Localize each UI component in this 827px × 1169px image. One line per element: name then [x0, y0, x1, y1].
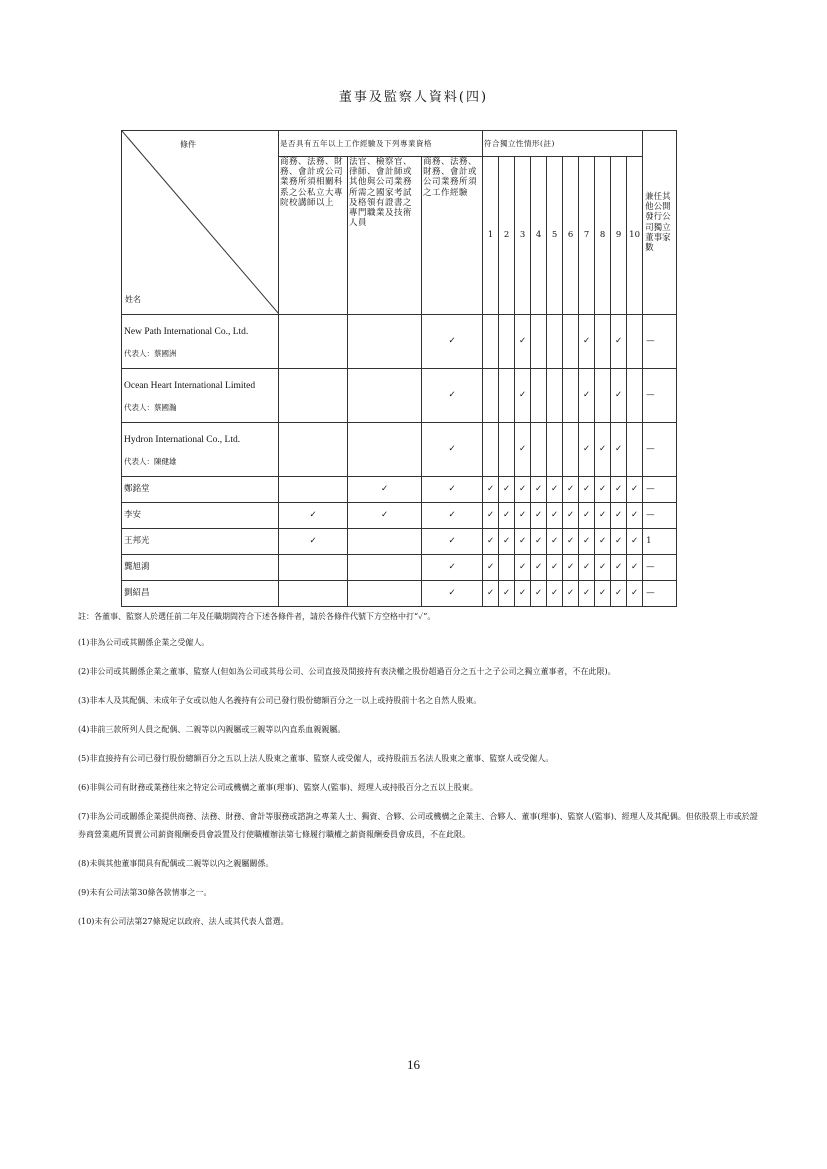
independence-check-3: ✓ — [515, 369, 531, 423]
director-name-cell — [122, 477, 279, 503]
page-number: 16 — [407, 1057, 420, 1072]
independence-check-5: ✓ — [547, 477, 563, 503]
independence-check-8 — [595, 315, 611, 369]
independence-check-4: ✓ — [531, 581, 547, 607]
other-directorship-count: — — [643, 369, 677, 423]
director-table — [121, 130, 677, 607]
diagonal-line — [122, 131, 279, 314]
independence-check-5: ✓ — [547, 555, 563, 581]
independence-check-6 — [563, 369, 579, 423]
table-row — [122, 555, 677, 581]
independence-check-2 — [499, 555, 515, 581]
independence-num-7: 7 — [579, 157, 595, 315]
qualification-check-2: ✓ — [348, 503, 422, 529]
director-name: 李安 — [124, 510, 142, 521]
independence-check-6: ✓ — [563, 581, 579, 607]
independence-check-7: ✓ — [579, 423, 595, 477]
independence-check-8: ✓ — [595, 581, 611, 607]
independence-check-2: ✓ — [499, 477, 515, 503]
director-name: 龔旭鴻 — [124, 562, 150, 573]
director-name-cell — [122, 555, 279, 581]
independence-check-6: ✓ — [563, 503, 579, 529]
independence-check-2: ✓ — [499, 581, 515, 607]
independence-check-9: ✓ — [611, 423, 627, 477]
qualification-col-3: 商務、法務、財務、會計或公司業務所須之工作經驗 — [422, 157, 483, 315]
qualification-check-1 — [279, 555, 348, 581]
qualification-check-1 — [279, 315, 348, 369]
qualification-check-1 — [279, 423, 348, 477]
independence-check-9: ✓ — [611, 529, 627, 555]
independence-check-1 — [483, 315, 499, 369]
independence-check-4: ✓ — [531, 529, 547, 555]
independence-num-3: 3 — [515, 157, 531, 315]
notes-section — [78, 608, 758, 942]
note-item: (8)未與其他董事間具有配偶或二親等以內之親屬關係。 — [78, 859, 274, 868]
director-name-cell — [122, 369, 279, 423]
table-row — [122, 529, 677, 555]
independence-check-4 — [531, 369, 547, 423]
independence-check-1: ✓ — [483, 477, 499, 503]
independence-check-3: ✓ — [515, 555, 531, 581]
other-directorship-count: — — [643, 477, 677, 503]
independence-check-4: ✓ — [531, 477, 547, 503]
independence-check-7: ✓ — [579, 555, 595, 581]
note-item: (3)非本人及其配偶、未成年子女或以他人名義持有公司已發行股份總額百分之一以上或持股前十名之自然人股東。 — [78, 696, 482, 705]
independence-check-8: ✓ — [595, 423, 611, 477]
independence-check-5 — [547, 315, 563, 369]
director-name: 劉紹昌 — [124, 588, 150, 599]
independence-check-5 — [547, 423, 563, 477]
independence-check-5: ✓ — [547, 503, 563, 529]
independence-check-4 — [531, 315, 547, 369]
independence-check-1: ✓ — [483, 503, 499, 529]
director-name: Ocean Heart International Limited — [124, 381, 256, 391]
qualification-check-2: ✓ — [348, 477, 422, 503]
qualification-group-header: 是否具有五年以上工作經驗及下列專業資格 — [279, 131, 483, 157]
table-row — [122, 477, 677, 503]
director-name-cell — [122, 503, 279, 529]
independence-check-2: ✓ — [499, 503, 515, 529]
other-directorship-count: — — [643, 555, 677, 581]
header-diagonal-cell — [122, 131, 279, 315]
independence-check-5: ✓ — [547, 529, 563, 555]
qualification-check-2 — [348, 581, 422, 607]
independence-num-5: 5 — [547, 157, 563, 315]
independence-num-4: 4 — [531, 157, 547, 315]
independence-check-3: ✓ — [515, 503, 531, 529]
independence-num-10: 10 — [627, 157, 643, 315]
independence-check-7: ✓ — [579, 315, 595, 369]
representative-name: 代表人：蔡國瀚 — [124, 403, 177, 412]
independence-check-9: ✓ — [611, 503, 627, 529]
independence-check-10: ✓ — [627, 581, 643, 607]
name-label: 姓名 — [125, 295, 141, 304]
independence-check-4: ✓ — [531, 555, 547, 581]
other-directorship-count: 1 — [643, 529, 677, 555]
independence-check-1: ✓ — [483, 529, 499, 555]
note-item: (9)未有公司法第30條各款情事之一。 — [78, 888, 212, 897]
note-item: (7)非為公司或關係企業提供商務、法務、財務、會計等服務或諮詢之專業人士、獨資、合夥、公司或機構之企業主、合夥人、董事(理事)、監察人(監事)、經理人及其配偶。但依股票上市或於證券商營業處所買賣公司薪資報酬委員會設置及行使職權辦法第七條履行職權之薪資報酬委員會成員，不在此限。 — [78, 812, 758, 839]
director-name: Hydron International Co., Ltd. — [124, 435, 241, 445]
independence-check-4 — [531, 423, 547, 477]
independence-num-2: 2 — [499, 157, 515, 315]
independence-check-10: ✓ — [627, 529, 643, 555]
qualification-check-3: ✓ — [422, 477, 483, 503]
independence-check-3: ✓ — [515, 477, 531, 503]
independence-check-2: ✓ — [499, 529, 515, 555]
representative-name: 代表人：陳健雄 — [124, 457, 177, 466]
qualification-col-1: 商務、法務、財務、會計或公司業務所須相關科系之公私立大專院校講師以上 — [279, 157, 348, 315]
independence-num-6: 6 — [563, 157, 579, 315]
independence-num-9: 9 — [611, 157, 627, 315]
independence-check-2 — [499, 315, 515, 369]
independence-group-header: 符合獨立性情形(註) — [483, 131, 643, 157]
independence-check-9: ✓ — [611, 581, 627, 607]
note-item: (6)非與公司有財務或業務往來之特定公司或機構之董事(理事)、監察人(監事)、經理人或持股百分之五以上股東。 — [78, 783, 478, 792]
independence-check-5 — [547, 369, 563, 423]
table-row — [122, 503, 677, 529]
qualification-check-2 — [348, 315, 422, 369]
director-name-cell — [122, 581, 279, 607]
independence-check-8 — [595, 369, 611, 423]
qualification-check-1: ✓ — [279, 529, 348, 555]
independence-check-7: ✓ — [579, 503, 595, 529]
independence-check-1 — [483, 423, 499, 477]
qualification-check-2 — [348, 423, 422, 477]
director-name-cell — [122, 423, 279, 477]
other-directorship-header: 兼任其他公開發行公司獨立董事家數 — [643, 131, 677, 315]
note-item: (1)非為公司或其關係企業之受僱人。 — [78, 638, 210, 647]
independence-check-7: ✓ — [579, 369, 595, 423]
independence-check-4: ✓ — [531, 503, 547, 529]
independence-check-9: ✓ — [611, 555, 627, 581]
qualification-check-3: ✓ — [422, 555, 483, 581]
other-directorship-count: — — [643, 503, 677, 529]
criteria-label: 條件 — [180, 140, 196, 149]
qualification-col-2: 法官、檢察官、律師、會計師或其他與公司業務所需之國家考試及格領有證書之專門職業及技術人員 — [348, 157, 422, 315]
independence-check-2 — [499, 423, 515, 477]
table-row — [122, 369, 677, 423]
independence-check-2 — [499, 369, 515, 423]
qualification-check-3: ✓ — [422, 315, 483, 369]
table-row — [122, 581, 677, 607]
independence-check-3: ✓ — [515, 423, 531, 477]
independence-check-8: ✓ — [595, 477, 611, 503]
independence-check-6 — [563, 315, 579, 369]
qualification-check-1: ✓ — [279, 503, 348, 529]
qualification-check-2 — [348, 529, 422, 555]
independence-check-5: ✓ — [547, 581, 563, 607]
qualification-check-3: ✓ — [422, 503, 483, 529]
independence-check-3: ✓ — [515, 581, 531, 607]
independence-check-8: ✓ — [595, 503, 611, 529]
other-directorship-count: — — [643, 315, 677, 369]
independence-check-10 — [627, 315, 643, 369]
table-row — [122, 315, 677, 369]
independence-check-8: ✓ — [595, 529, 611, 555]
independence-check-6 — [563, 423, 579, 477]
qualification-check-1 — [279, 477, 348, 503]
independence-check-9: ✓ — [611, 315, 627, 369]
qualification-check-2 — [348, 555, 422, 581]
director-name-cell — [122, 529, 279, 555]
note-item: (2)非公司或其關係企業之董事、監察人(但如為公司或其母公司、公司直接及間接持有表決權之股份超過百分之五十之子公司之獨立董事者，不在此限)。 — [78, 667, 616, 676]
qualification-check-2 — [348, 369, 422, 423]
independence-check-6: ✓ — [563, 555, 579, 581]
qualification-check-3: ✓ — [422, 529, 483, 555]
independence-check-7: ✓ — [579, 477, 595, 503]
independence-num-8: 8 — [595, 157, 611, 315]
page-title: 董事及監察人資料(四) — [338, 90, 489, 105]
table-row — [122, 423, 677, 477]
independence-check-10: ✓ — [627, 555, 643, 581]
note-intro: 註：各董事、監察人於選任前二年及任職期間符合下述各條件者，請於各條件代號下方空格中打“✓”。 — [78, 612, 436, 621]
independence-check-10 — [627, 423, 643, 477]
qualification-check-3: ✓ — [422, 369, 483, 423]
independence-check-3: ✓ — [515, 315, 531, 369]
note-item: (10)未有公司法第27條規定以政府、法人或其代表人當選。 — [78, 917, 289, 926]
independence-check-7: ✓ — [579, 581, 595, 607]
independence-check-1: ✓ — [483, 581, 499, 607]
independence-check-6: ✓ — [563, 477, 579, 503]
independence-check-10: ✓ — [627, 503, 643, 529]
other-directorship-count: — — [643, 423, 677, 477]
director-name: 鄭銘堂 — [124, 484, 150, 495]
independence-check-10: ✓ — [627, 477, 643, 503]
independence-check-9: ✓ — [611, 369, 627, 423]
independence-check-7: ✓ — [579, 529, 595, 555]
qualification-check-3: ✓ — [422, 581, 483, 607]
director-name: New Path International Co., Ltd. — [124, 327, 249, 337]
director-name: 王邦光 — [124, 536, 150, 547]
independence-check-6: ✓ — [563, 529, 579, 555]
independence-check-1 — [483, 369, 499, 423]
independence-check-10 — [627, 369, 643, 423]
independence-check-3: ✓ — [515, 529, 531, 555]
representative-name: 代表人：蔡國洲 — [124, 349, 177, 358]
qualification-check-1 — [279, 369, 348, 423]
independence-check-8: ✓ — [595, 555, 611, 581]
other-directorship-count: — — [643, 581, 677, 607]
independence-num-1: 1 — [483, 157, 499, 315]
qualification-check-1 — [279, 581, 348, 607]
qualification-check-3: ✓ — [422, 423, 483, 477]
independence-check-9: ✓ — [611, 477, 627, 503]
note-item: (5)非直接持有公司已發行股份總額百分之五以上法人股東之董事、監察人或受僱人，或持股前五名法人股東之董事、監察人或受僱人。 — [78, 754, 554, 763]
note-item: (4)非前三款所列人員之配偶、二親等以內親屬或三親等以內直系血親親屬。 — [78, 725, 346, 734]
director-name-cell — [122, 315, 279, 369]
independence-check-1: ✓ — [483, 555, 499, 581]
